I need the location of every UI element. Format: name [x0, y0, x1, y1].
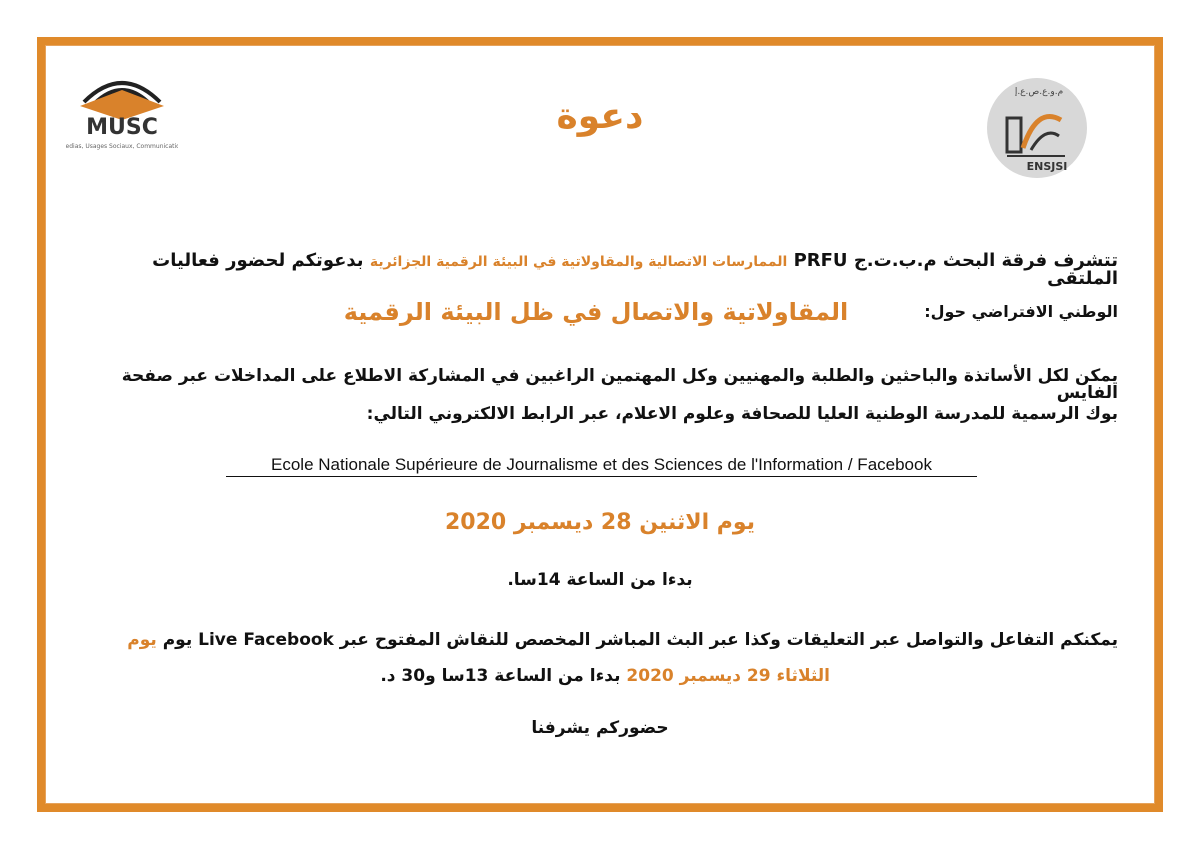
event-label: الوطني الافتراضي حول: — [924, 302, 1118, 321]
body-line-2: بوك الرسمية للمدرسة الوطنية العليا للصحافة وعلوم الاعلام، عبر الرابط الالكتروني التالي: — [366, 404, 1118, 424]
facebook-page-link[interactable]: Ecole Nationale Supérieure de Journalisme et des Sciences de l'Information / Facebook — [226, 455, 977, 477]
intro-line-1-prefix: تتشرف فرقة البحث م.ب.ت.ج PRFU — [793, 250, 1118, 271]
ensjsi-brand-text: ENSJSI — [1026, 160, 1068, 173]
interaction-day-word: يوم — [127, 630, 157, 650]
intro-line-2 — [78, 300, 1118, 324]
body-line-1: يمكن لكل الأساتذة والباحثين والطلبة والمهنيين وكل المهتمين الراغبين في المشاركة الاطلاع على المداخلات عبر صفحة الفايس — [121, 366, 1118, 403]
intro-line-1-suffix: بدعوتكم لحضور فعاليات الملتقى — [152, 250, 1118, 289]
event-topic: المقاولاتية والاتصال في ظل البيئة الرقمية — [343, 298, 849, 326]
interaction-line-1-text: يمكنكم التفاعل والتواصل عبر التعليقات وكذا عبر البث المباشر المخصص للنقاش المفتوح عبر Live Facebook يوم — [162, 630, 1118, 650]
event-date: يوم الاثنين 28 ديسمبر 2020 — [445, 510, 755, 535]
page-title: دعوة — [556, 96, 644, 137]
musc-tagline-text: Medias, Usages Sociaux, Communication — [66, 143, 178, 150]
interaction-line-2 — [370, 666, 830, 686]
intro-line-1 — [78, 252, 1118, 288]
closing-line: حضوركم يشرفنا — [531, 718, 669, 738]
musc-brand-text: MUSC — [86, 115, 158, 140]
live-start-time: بدءا من الساعة 13سا و30 د. — [380, 666, 621, 686]
research-project-name: الممارسات الاتصالية والمقاولاتية في البيئة الرقمية الجزائرية — [369, 254, 788, 270]
interaction-line-1 — [78, 630, 1118, 650]
ensjsi-arabic-text: م.و.ع.ص.ع.إ — [1014, 87, 1064, 97]
event-start-time: بدءا من الساعة 14سا. — [507, 570, 693, 590]
live-date: الثلاثاء 29 ديسمبر 2020 — [626, 666, 830, 686]
